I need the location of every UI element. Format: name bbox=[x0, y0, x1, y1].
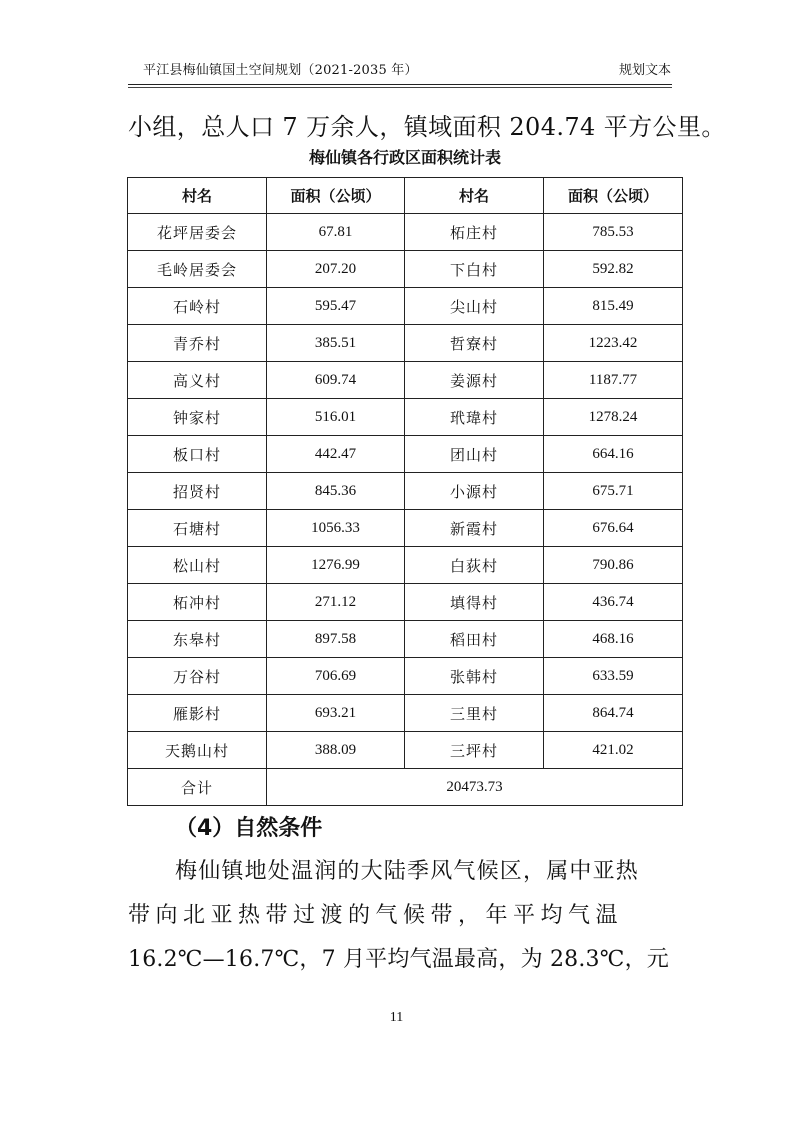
table-header-row bbox=[128, 178, 683, 214]
village-name-cell: 玳瑋村 bbox=[405, 399, 544, 436]
table-row bbox=[128, 621, 683, 658]
village-name-cell: 下白村 bbox=[405, 251, 544, 288]
village-name-cell: 尖山村 bbox=[405, 288, 544, 325]
table-row bbox=[128, 436, 683, 473]
village-name-cell: 雁影村 bbox=[128, 695, 267, 732]
area-statistics-table bbox=[127, 177, 683, 806]
area-value-cell: 693.21 bbox=[267, 695, 405, 732]
table-total-row bbox=[128, 769, 683, 806]
area-value-cell: 592.82 bbox=[544, 251, 683, 288]
table-row bbox=[128, 658, 683, 695]
area-value-cell: 676.64 bbox=[544, 510, 683, 547]
area-value-cell: 675.71 bbox=[544, 473, 683, 510]
village-name-cell: 张韩村 bbox=[405, 658, 544, 695]
header-divider bbox=[128, 84, 672, 85]
village-name-cell: 小源村 bbox=[405, 473, 544, 510]
area-value-cell: 442.47 bbox=[267, 436, 405, 473]
village-name-cell: 板口村 bbox=[128, 436, 267, 473]
village-name-cell: 三里村 bbox=[405, 695, 544, 732]
village-name-cell: 石岭村 bbox=[128, 288, 267, 325]
area-value-cell: 516.01 bbox=[267, 399, 405, 436]
intro-paragraph-line: 小组，总人口 7 万余人，镇域面积 204.74 平方公里。 bbox=[128, 113, 726, 141]
area-value-cell: 385.51 bbox=[267, 325, 405, 362]
total-value-cell: 20473.73 bbox=[267, 769, 683, 806]
area-value-cell: 664.16 bbox=[544, 436, 683, 473]
village-name-cell: 填得村 bbox=[405, 584, 544, 621]
village-name-cell: 白荻村 bbox=[405, 547, 544, 584]
village-name-cell: 万谷村 bbox=[128, 658, 267, 695]
document-header-label: 规划文本 bbox=[618, 63, 671, 78]
village-name-cell: 青乔村 bbox=[128, 325, 267, 362]
table-row bbox=[128, 473, 683, 510]
village-name-cell: 石塘村 bbox=[128, 510, 267, 547]
area-value-cell: 790.86 bbox=[544, 547, 683, 584]
table-row bbox=[128, 695, 683, 732]
area-value-cell: 1056.33 bbox=[267, 510, 405, 547]
table-row bbox=[128, 732, 683, 769]
area-value-cell: 468.16 bbox=[544, 621, 683, 658]
table-row bbox=[128, 510, 683, 547]
village-name-cell: 三坪村 bbox=[405, 732, 544, 769]
table-row bbox=[128, 399, 683, 436]
area-value-cell: 706.69 bbox=[267, 658, 405, 695]
table-row bbox=[128, 362, 683, 399]
area-value-cell: 207.20 bbox=[267, 251, 405, 288]
area-value-cell: 785.53 bbox=[544, 214, 683, 251]
paragraph-line: 梅仙镇地处温润的大陆季风气候区，属中亚热 bbox=[175, 859, 640, 884]
village-name-cell: 柘冲村 bbox=[128, 584, 267, 621]
area-value-cell: 845.36 bbox=[267, 473, 405, 510]
area-value-cell: 1223.42 bbox=[544, 325, 683, 362]
village-name-cell: 毛岭居委会 bbox=[128, 251, 267, 288]
village-name-cell: 团山村 bbox=[405, 436, 544, 473]
village-name-cell: 花坪居委会 bbox=[128, 214, 267, 251]
table-title: 梅仙镇各行政区面积统计表 bbox=[308, 148, 501, 167]
area-value-cell: 864.74 bbox=[544, 695, 683, 732]
area-value-cell: 436.74 bbox=[544, 584, 683, 621]
area-value-cell: 609.74 bbox=[267, 362, 405, 399]
village-name-cell: 新霞村 bbox=[405, 510, 544, 547]
village-name-cell: 钟家村 bbox=[128, 399, 267, 436]
table-row bbox=[128, 325, 683, 362]
area-value-cell: 1276.99 bbox=[267, 547, 405, 584]
section-heading: （4）自然条件 bbox=[175, 816, 323, 841]
area-value-cell: 271.12 bbox=[267, 584, 405, 621]
page-number: 11 bbox=[389, 1010, 404, 1025]
village-name-cell: 哲寮村 bbox=[405, 325, 544, 362]
village-name-cell: 姜源村 bbox=[405, 362, 544, 399]
area-value-cell: 67.81 bbox=[267, 214, 405, 251]
village-name-cell: 柘庄村 bbox=[405, 214, 544, 251]
village-name-cell: 高义村 bbox=[128, 362, 267, 399]
column-header-area: 面积（公顷） bbox=[544, 178, 683, 214]
village-name-cell: 天鹅山村 bbox=[128, 732, 267, 769]
area-value-cell: 595.47 bbox=[267, 288, 405, 325]
area-value-cell: 1187.77 bbox=[544, 362, 683, 399]
total-label-cell: 合计 bbox=[128, 769, 267, 806]
area-value-cell: 633.59 bbox=[544, 658, 683, 695]
village-name-cell: 松山村 bbox=[128, 547, 267, 584]
table-row bbox=[128, 214, 683, 251]
area-value-cell: 1278.24 bbox=[544, 399, 683, 436]
column-header-area: 面积（公顷） bbox=[267, 178, 405, 214]
table-row bbox=[128, 584, 683, 621]
paragraph-line: 带向北亚热带过渡的气候带，年平均气温 bbox=[128, 903, 624, 928]
header-divider-secondary bbox=[128, 87, 672, 88]
table-body bbox=[128, 214, 683, 769]
column-header-village: 村名 bbox=[128, 178, 267, 214]
table-row bbox=[128, 251, 683, 288]
village-name-cell: 稻田村 bbox=[405, 621, 544, 658]
column-header-village: 村名 bbox=[405, 178, 544, 214]
table-row bbox=[128, 288, 683, 325]
area-value-cell: 897.58 bbox=[267, 621, 405, 658]
village-name-cell: 东皋村 bbox=[128, 621, 267, 658]
paragraph-line: 16.2℃—16.7℃，7 月平均气温最高，为 28.3℃，元 bbox=[128, 947, 669, 972]
area-value-cell: 388.09 bbox=[267, 732, 405, 769]
table-row bbox=[128, 547, 683, 584]
area-value-cell: 815.49 bbox=[544, 288, 683, 325]
area-value-cell: 421.02 bbox=[544, 732, 683, 769]
document-header-title: 平江县梅仙镇国土空间规划（2021-2035 年） bbox=[143, 63, 418, 78]
village-name-cell: 招贤村 bbox=[128, 473, 267, 510]
